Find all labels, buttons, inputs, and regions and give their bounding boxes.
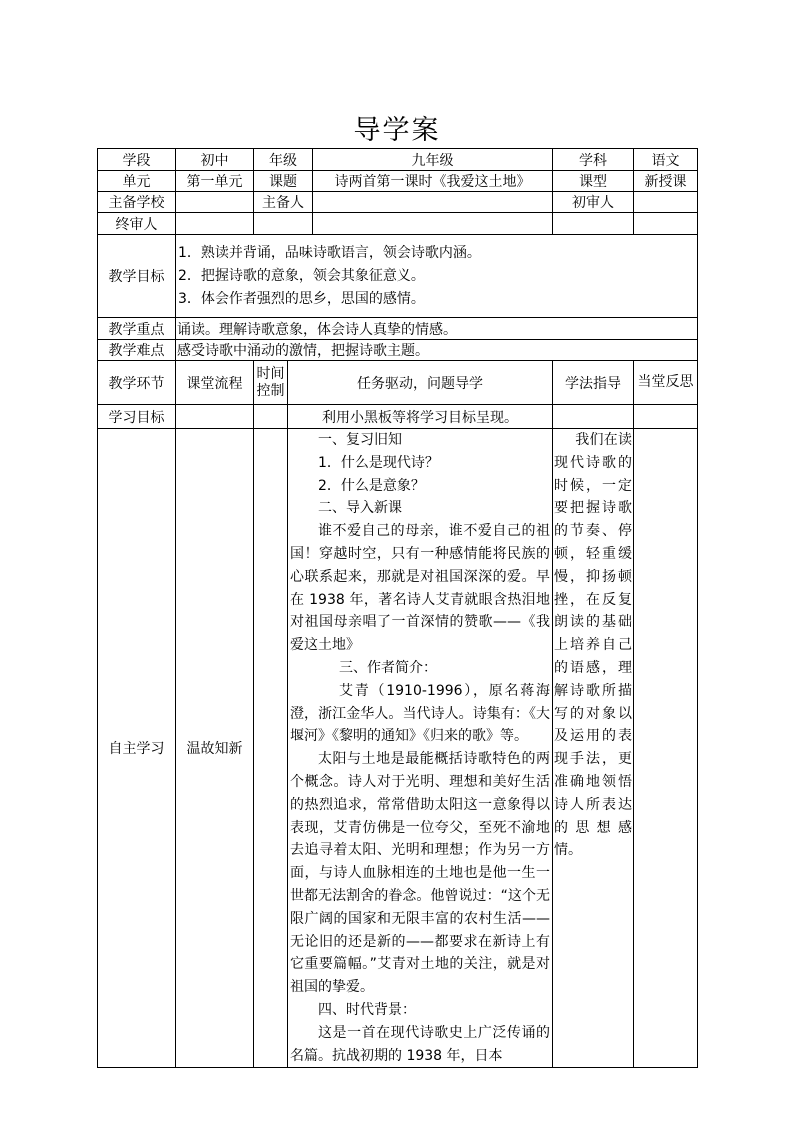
key-point-row — [98, 318, 698, 340]
question-item: 2．什么是意象？ — [318, 477, 425, 494]
column-task: 任务驱动，问题导学 — [288, 361, 553, 405]
final-reviewer-label: 终审人 — [98, 213, 176, 235]
body-paragraph: 谁不爱自己的母亲，谁不爱自己的祖国！穿越时空，只有一种感情能将民族的心联系起来，那就是对祖国深深的爱。早在 1938 年，著名诗人艾青就眼含热泪地对祖国母亲唱了一首深情的赞歌——《我爱这土地》 — [290, 523, 550, 654]
grade-value: 九年级 — [313, 149, 553, 171]
body-paragraph: 这是一首在现代诗歌史上广泛传诵的名篇。抗战初期的 1938 年，日本 — [290, 1024, 550, 1064]
column-reflection: 当堂反思 — [634, 361, 698, 405]
column-header-row — [98, 361, 698, 405]
school-label: 主备学校 — [98, 192, 176, 213]
time-cell — [254, 429, 288, 1068]
unit-label: 单元 — [98, 171, 176, 192]
subject-label: 学科 — [553, 149, 634, 171]
page-title: 导学案 — [353, 115, 441, 146]
difficulty-text: 感受诗歌中涌动的激情，把握诗歌主题。 — [176, 340, 698, 361]
task-content — [288, 429, 553, 1068]
type-label: 课型 — [553, 171, 634, 192]
goal-task: 利用小黑板等将学习目标呈现。 — [288, 405, 553, 429]
question-item: 1．什么是现代诗？ — [318, 454, 439, 471]
objective-item: 2．把握诗歌的意象，领会其象征意义。 — [178, 267, 425, 284]
school-value — [176, 192, 254, 213]
header-row-1 — [98, 149, 698, 171]
objectives-list — [176, 235, 698, 318]
section-heading: 二、导入新课 — [318, 500, 402, 517]
reviewer-label: 初审人 — [553, 192, 634, 213]
column-time: 时间控制 — [254, 361, 288, 405]
lesson-plan-table — [97, 148, 698, 1068]
goal-step: 学习目标 — [98, 405, 176, 429]
self-study-row — [98, 429, 698, 1068]
key-point-label: 教学重点 — [98, 318, 176, 340]
self-study-process: 温故知新 — [176, 429, 254, 1068]
method-guide-text: 我们在读现代诗歌的时候，一定要把握诗歌的节奏、停顿，轻重缓慢，抑扬顿挫，在反复朗读的基础上培养自己的语感，理解诗歌所描写的对象以及运用的表现手法，更准确地领悟诗人所表达的思想感情。 — [554, 432, 632, 859]
header-row-2 — [98, 171, 698, 192]
preparer-label: 主备人 — [254, 192, 313, 213]
objectives-row — [98, 235, 698, 318]
section-heading: 一、复习旧知 — [318, 432, 402, 448]
column-process: 课堂流程 — [176, 361, 254, 405]
header-row-4 — [98, 213, 698, 235]
type-value: 新授课 — [634, 171, 698, 192]
preparer-value — [313, 192, 553, 213]
column-method: 学法指导 — [553, 361, 634, 405]
stage-label: 学段 — [98, 149, 176, 171]
self-study-step: 自主学习 — [98, 429, 176, 1068]
section-heading: 三、作者简介： — [339, 659, 437, 676]
difficulty-label: 教学难点 — [98, 340, 176, 361]
objective-item: 3．体会作者强烈的思乡，思国的感情。 — [178, 290, 425, 307]
method-guide — [553, 429, 634, 1068]
objectives-label: 教学目标 — [98, 235, 176, 318]
body-paragraph: 太阳与土地是最能概括诗歌特色的两个概念。诗人对于光明、理想和美好生活的热烈追求，常常借助太阳这一意象得以表现，艾青仿佛是一位夸父，至死不渝地去追寻着太阳、光明和理想；作为另一方面，与诗人血脉相连的土地也是他一生一世都无法割舍的眷念。他曾说过：“这个无限广阔的国家和无限丰富的农村生活——无论旧的还是新的——都要求在新诗上有它重要篇幅。”艾青对土地的关注，就是对祖国的挚爱。 — [290, 751, 550, 996]
section-heading: 四、时代背景： — [318, 1001, 416, 1018]
unit-value: 第一单元 — [176, 171, 254, 192]
header-row-3 — [98, 192, 698, 213]
difficulty-row — [98, 340, 698, 361]
column-step: 教学环节 — [98, 361, 176, 405]
stage-value: 初中 — [176, 149, 254, 171]
body-paragraph: 艾青（1910-1996），原名蒋海澄，浙江金华人。当代诗人。诗集有：《大堰河》《黎明的通知》《归来的歌》等。 — [290, 682, 550, 745]
key-point-text: 诵读。理解诗歌意象，体会诗人真挚的情感。 — [176, 318, 698, 340]
reviewer-value — [634, 192, 698, 213]
lesson-value: 诗两首第一课时《我爱这土地》 — [313, 171, 553, 192]
objective-item: 1．熟读并背诵，品味诗歌语言，领会诗歌内涵。 — [178, 244, 481, 261]
lesson-label: 课题 — [254, 171, 313, 192]
subject-value: 语文 — [634, 149, 698, 171]
grade-label: 年级 — [254, 149, 313, 171]
reflection-cell — [634, 429, 698, 1068]
final-reviewer-value — [176, 213, 254, 235]
goal-row — [98, 405, 698, 429]
